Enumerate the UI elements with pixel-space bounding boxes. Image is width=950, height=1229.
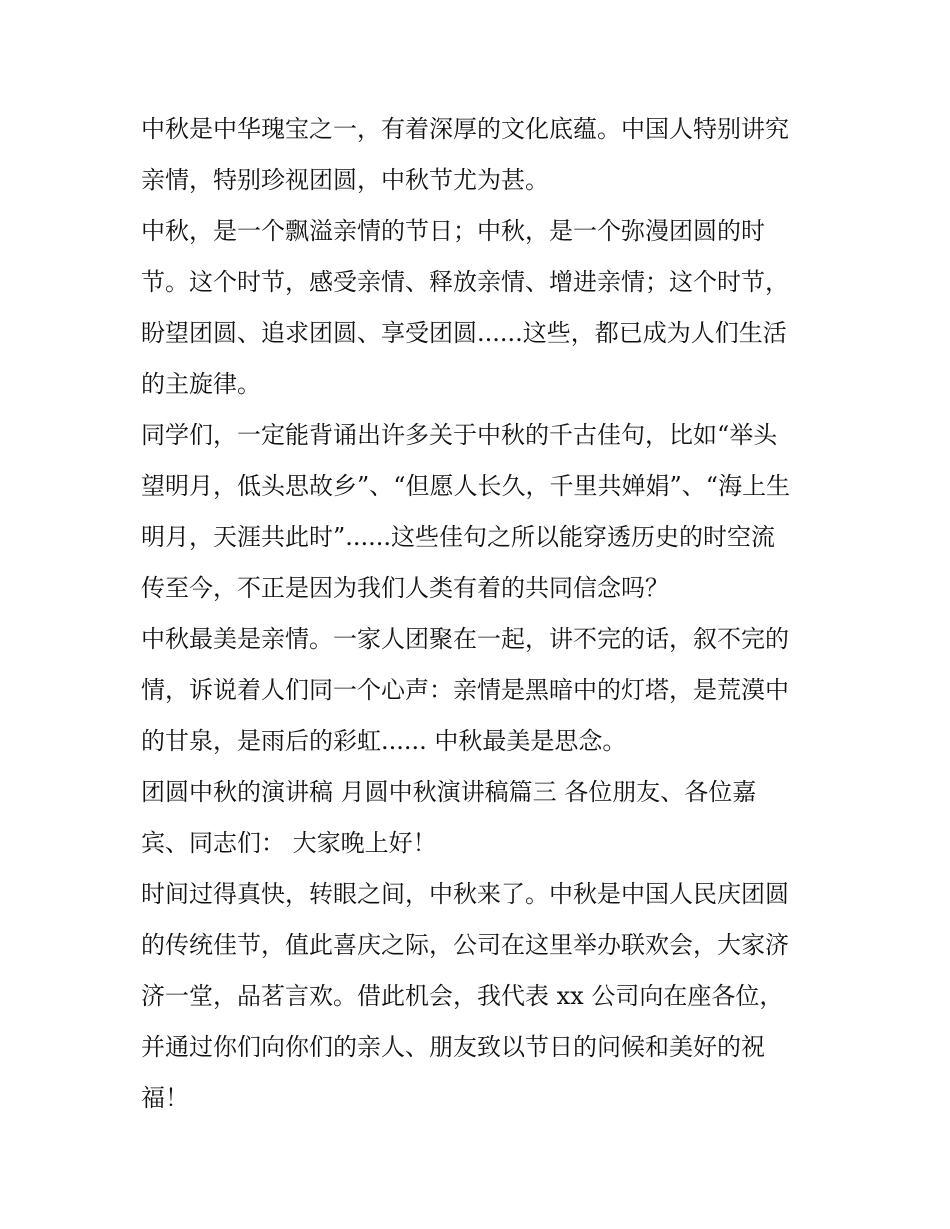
text-line: 团圆中秋的演讲稿 月圆中秋演讲稿篇三 各位朋友、各位嘉 <box>141 778 757 806</box>
text-line: 亲情，特别珍视团圆，中秋节尤为甚。 <box>141 166 549 194</box>
text-line: 盼望团圆、追求团圆、享受团圆......这些，都已成为人们生活 <box>141 319 787 347</box>
text-line: 济一堂，品茗言欢。借此机会，我代表 xx 公司向在座各位， <box>141 982 784 1010</box>
text-line: 中秋，是一个飘溢亲情的节日；中秋，是一个弥漫团圆的时 <box>141 217 765 245</box>
document-body <box>141 104 821 1124</box>
text-line: 同学们，一定能背诵出许多关于中秋的千古佳句，比如“举头 <box>141 421 778 449</box>
text-line: 福！ <box>141 1084 189 1112</box>
text-line: 传至今，不正是因为我们人类有着的共同信念吗？ <box>141 574 669 602</box>
text-line: 望明月，低头思故乡”、“但愿人长久，千里共婵娟”、“海上生 <box>141 472 791 500</box>
text-line: 节。这个时节，感受亲情、释放亲情、增进亲情；这个时节， <box>141 268 789 296</box>
text-line: 中秋是中华瑰宝之一，有着深厚的文化底蕴。中国人特别讲究 <box>141 115 789 143</box>
text-line: 中秋最美是亲情。一家人团聚在一起，讲不完的话，叙不完的 <box>141 625 789 653</box>
text-line: 情，诉说着人们同一个心声：亲情是黑暗中的灯塔，是荒漠中 <box>141 676 789 704</box>
text-line: 宾、同志们： 大家晚上好！ <box>141 829 437 857</box>
text-line: 的传统佳节，值此喜庆之际，公司在这里举办联欢会，大家济 <box>141 931 789 959</box>
text-line: 时间过得真快，转眼之间，中秋来了。中秋是中国人民庆团圆 <box>141 880 789 908</box>
text-line: 并通过你们向你们的亲人、朋友致以节日的问候和美好的祝 <box>141 1033 765 1061</box>
text-line: 的主旋律。 <box>141 370 261 398</box>
text-line: 明月，天涯共此时”......这些佳句之所以能穿透历史的时空流 <box>141 523 776 551</box>
text-line: 的甘泉，是雨后的彩虹...... 中秋最美是思念。 <box>141 727 627 755</box>
